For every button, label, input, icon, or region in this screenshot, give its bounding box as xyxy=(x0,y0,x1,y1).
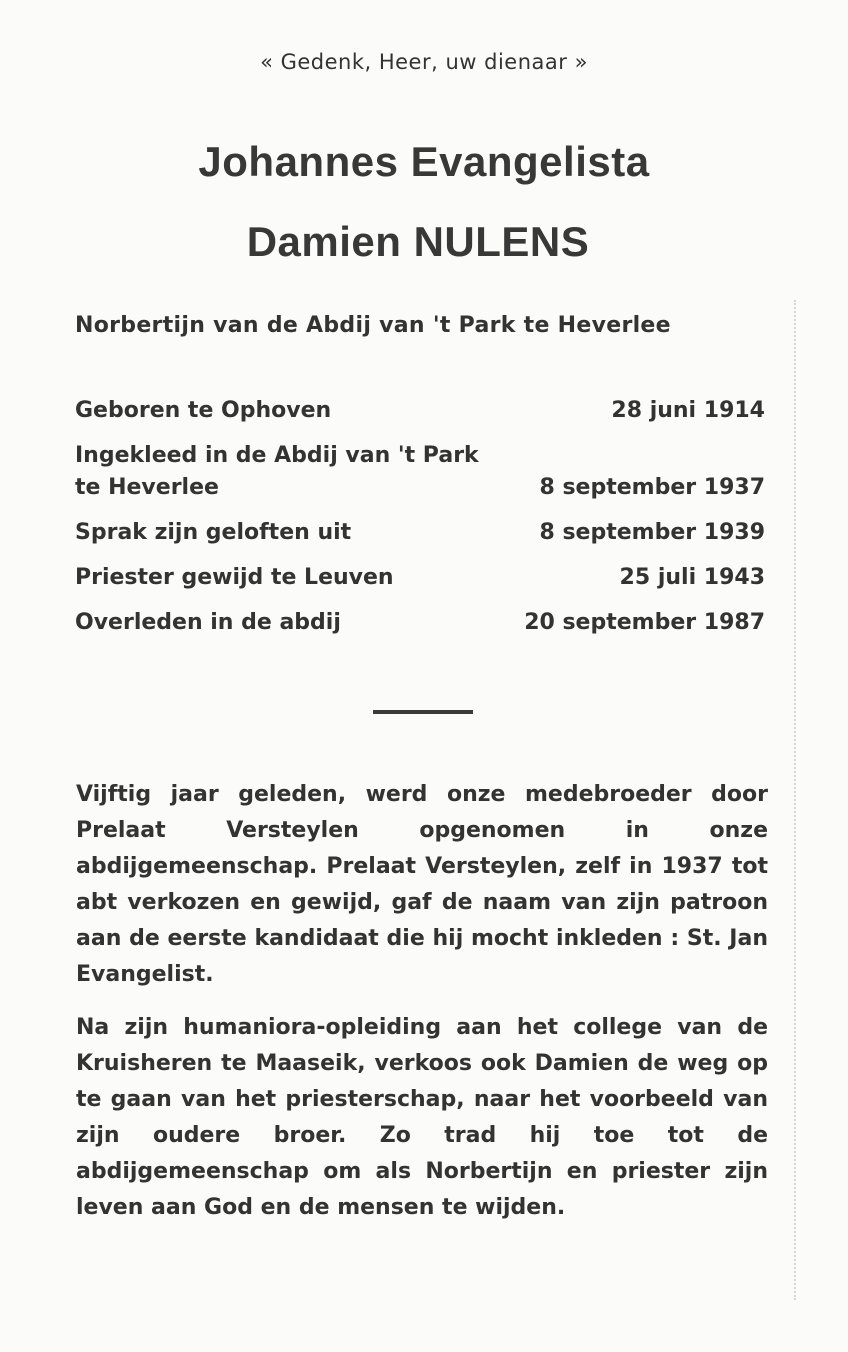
motto: « Gedenk, Heer, uw dienaar » xyxy=(260,50,588,74)
event-label: Priester gewijd te Leuven xyxy=(75,565,394,590)
event-row xyxy=(75,395,765,427)
paragraph-1: Vijftig jaar geleden, werd onze medebroeder door Prelaat Versteylen opgenomen in onze abdijgemeenschap. Prelaat Versteylen, zelf in 1937 tot abt verkozen en gewijd, gaf de naam van zijn patroon aan de eerste kandidaat die hij mocht inkleden : St. Jan Evangelist. xyxy=(76,782,768,987)
event-row xyxy=(75,562,765,594)
event-label: Sprak zijn geloften uit xyxy=(75,520,352,545)
religious-order: Norbertijn van de Abdij van 't Park te Heverlee xyxy=(75,313,671,338)
event-row xyxy=(75,517,765,549)
event-date: 8 september 1939 xyxy=(539,520,765,545)
event-row xyxy=(75,440,765,504)
name-last: Damien NULENS xyxy=(246,218,590,265)
event-row xyxy=(75,607,765,639)
event-date: 25 juli 1943 xyxy=(619,565,765,590)
event-date: 20 september 1987 xyxy=(524,610,765,635)
event-date: 28 juni 1914 xyxy=(611,398,765,423)
divider-line xyxy=(373,710,473,714)
event-label: Overleden in de abdij xyxy=(75,610,341,635)
life-events xyxy=(75,395,765,652)
paragraph-2: Na zijn humaniora-opleiding aan het college van de Kruisheren te Maaseik, verkoos ook Damien de weg op te gaan van het priesterschap, naar het voorbeeld van zijn oudere broer. Zo trad hij toe tot de abdijgemeenschap om als Norbertijn en priester zijn leven aan God en de mensen te wijden. xyxy=(76,1015,768,1220)
fold-edge xyxy=(792,300,796,1300)
event-label: Ingekleed in de Abdij van 't Park te Heverlee xyxy=(75,443,479,500)
event-date: 8 september 1937 xyxy=(539,475,765,500)
name-first: Johannes Evangelista xyxy=(198,138,650,185)
event-label: Geboren te Ophoven xyxy=(75,398,332,423)
